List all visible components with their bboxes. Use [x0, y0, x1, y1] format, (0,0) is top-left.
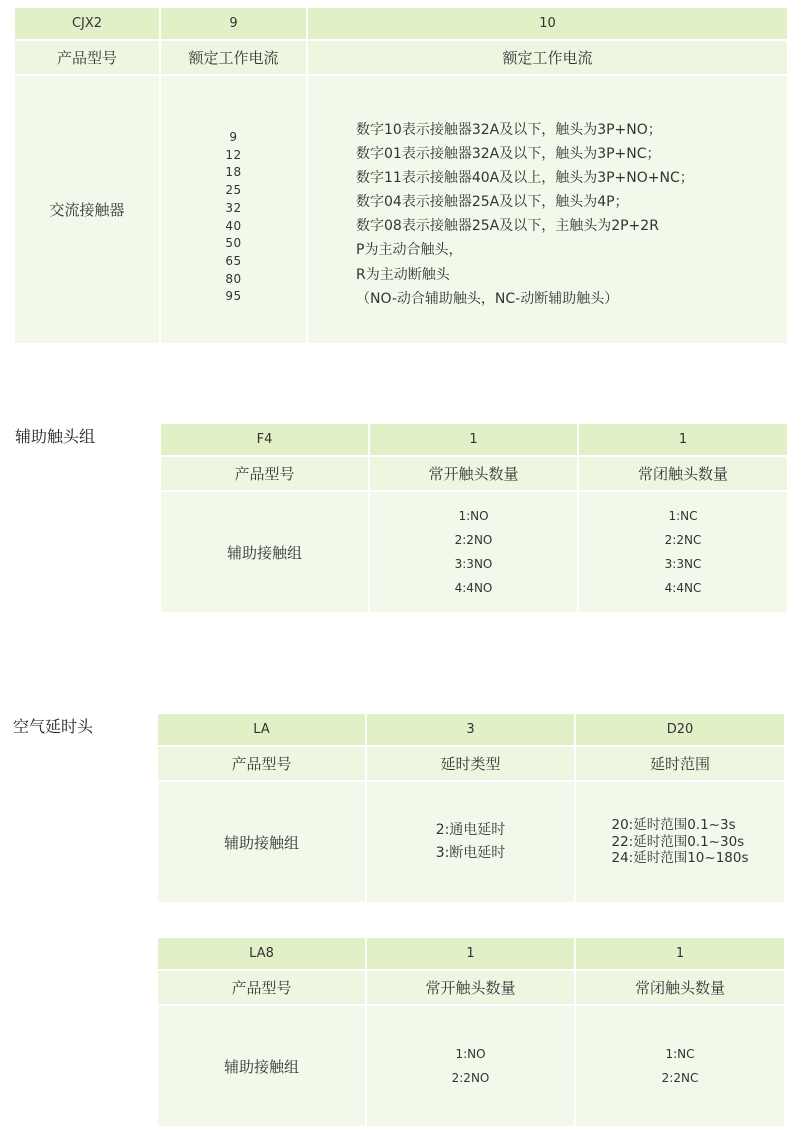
delay-type-cell — [367, 782, 574, 902]
header-cell-model: LA — [158, 714, 365, 745]
description-line: 数字01表示接触器32A及以下，触头为3P+NC； — [356, 146, 661, 163]
subheader-no-count: 常开触头数量 — [367, 971, 574, 1004]
list-item: 95 — [225, 289, 242, 304]
header-cell-nc-count: 1 — [579, 424, 787, 455]
subheader-product-model: 产品型号 — [15, 41, 159, 74]
header-cell-no-count: 1 — [370, 424, 577, 455]
list-item: 18 — [225, 165, 242, 180]
aux-contact-table — [161, 424, 787, 612]
header-cell-current: 9 — [161, 8, 306, 39]
subheader-product-model: 产品型号 — [158, 747, 365, 780]
list-item: 1:NC — [668, 509, 698, 523]
list-item: 25 — [225, 183, 242, 198]
list-item: 3:3NC — [664, 557, 702, 571]
current-list-cell — [161, 76, 306, 343]
list-item: 3:断电延时 — [435, 845, 506, 861]
header-cell-model: CJX2 — [15, 8, 159, 39]
nc-list-cell — [579, 492, 787, 612]
list-item: 65 — [225, 253, 242, 268]
description-cell — [308, 76, 787, 343]
list-item: 2:2NC — [664, 533, 702, 547]
subheader-rated-current-2: 额定工作电流 — [308, 41, 787, 74]
nc-list — [665, 504, 702, 600]
no-list-cell — [370, 492, 577, 612]
subheader-product-model: 产品型号 — [161, 457, 368, 490]
header-cell-model: F4 — [161, 424, 368, 455]
no-list — [455, 504, 493, 600]
description-line: R为主动断触头 — [356, 266, 450, 283]
list-item: 2:通电延时 — [435, 822, 506, 838]
no-list-cell — [367, 1006, 574, 1126]
current-list — [225, 129, 241, 306]
header-cell-contact-code: 10 — [308, 8, 787, 39]
air-delay-table — [158, 714, 784, 902]
description-line: P为主动合触头， — [356, 242, 463, 259]
la8-table — [158, 938, 784, 1126]
description-line: 数字10表示接触器32A及以下，触头为3P+NO； — [356, 122, 662, 138]
list-item: 20:延时范围0.1~3s — [611, 817, 736, 834]
list-item: 4:4NC — [664, 581, 702, 595]
section-title-aux-contact: 辅助触头组 — [15, 427, 96, 446]
row-label-aux-group: 辅助接触组 — [158, 1006, 365, 1126]
list-item: 24:延时范围10~180s — [611, 850, 749, 867]
list-item: 1:NC — [665, 1047, 695, 1061]
subheader-delay-range: 延时范围 — [576, 747, 784, 780]
header-cell-delay-type: 3 — [367, 714, 574, 745]
list-item: 9 — [229, 129, 238, 144]
no-list — [452, 1042, 490, 1090]
list-item: 12 — [225, 147, 242, 162]
header-cell-model: LA8 — [158, 938, 365, 969]
list-item: 4:4NO — [454, 581, 493, 595]
list-item: 50 — [225, 236, 242, 251]
list-item: 80 — [225, 271, 242, 286]
row-label-ac-contactor: 交流接触器 — [15, 76, 159, 343]
delay-type-list — [436, 819, 506, 865]
subheader-rated-current: 额定工作电流 — [161, 41, 306, 74]
list-item: 2:2NO — [454, 533, 493, 547]
subheader-product-model: 产品型号 — [158, 971, 365, 1004]
description-line: 数字11表示接触器40A及以上，触头为3P+NO+NC； — [356, 170, 694, 187]
list-item: 22:延时范围0.1~30s — [611, 833, 745, 850]
list-item: 40 — [225, 218, 242, 233]
nc-list — [662, 1042, 699, 1090]
list-item: 1:NO — [455, 1047, 486, 1061]
header-cell-nc-count: 1 — [576, 938, 784, 969]
subheader-delay-type: 延时类型 — [367, 747, 574, 780]
header-cell-delay-range: D20 — [576, 714, 784, 745]
subheader-no-count: 常开触头数量 — [370, 457, 577, 490]
description-line: （NO-动合辅助触头，NC-动断辅助触头） — [356, 290, 619, 307]
delay-range-list — [611, 817, 748, 867]
cjx2-table — [15, 8, 787, 343]
delay-range-cell — [576, 782, 784, 902]
list-item: 2:2NC — [661, 1071, 699, 1085]
list-item: 3:3NO — [454, 557, 493, 571]
row-label-aux-group: 辅助接触组 — [161, 492, 368, 612]
description-line: 数字08表示接触器25A及以下，主触头为2P+2R — [356, 218, 659, 235]
section-title-air-delay: 空气延时头 — [13, 717, 94, 736]
list-item: 1:NO — [458, 509, 489, 523]
subheader-nc-count: 常闭触头数量 — [576, 971, 784, 1004]
list-item: 2:2NO — [451, 1071, 490, 1085]
row-label-aux-group: 辅助接触组 — [158, 782, 365, 902]
subheader-nc-count: 常闭触头数量 — [579, 457, 787, 490]
description-line: 数字04表示接触器25A及以下，触头为4P； — [356, 194, 629, 211]
list-item: 32 — [225, 200, 242, 215]
header-cell-no-count: 1 — [367, 938, 574, 969]
nc-list-cell — [576, 1006, 784, 1126]
